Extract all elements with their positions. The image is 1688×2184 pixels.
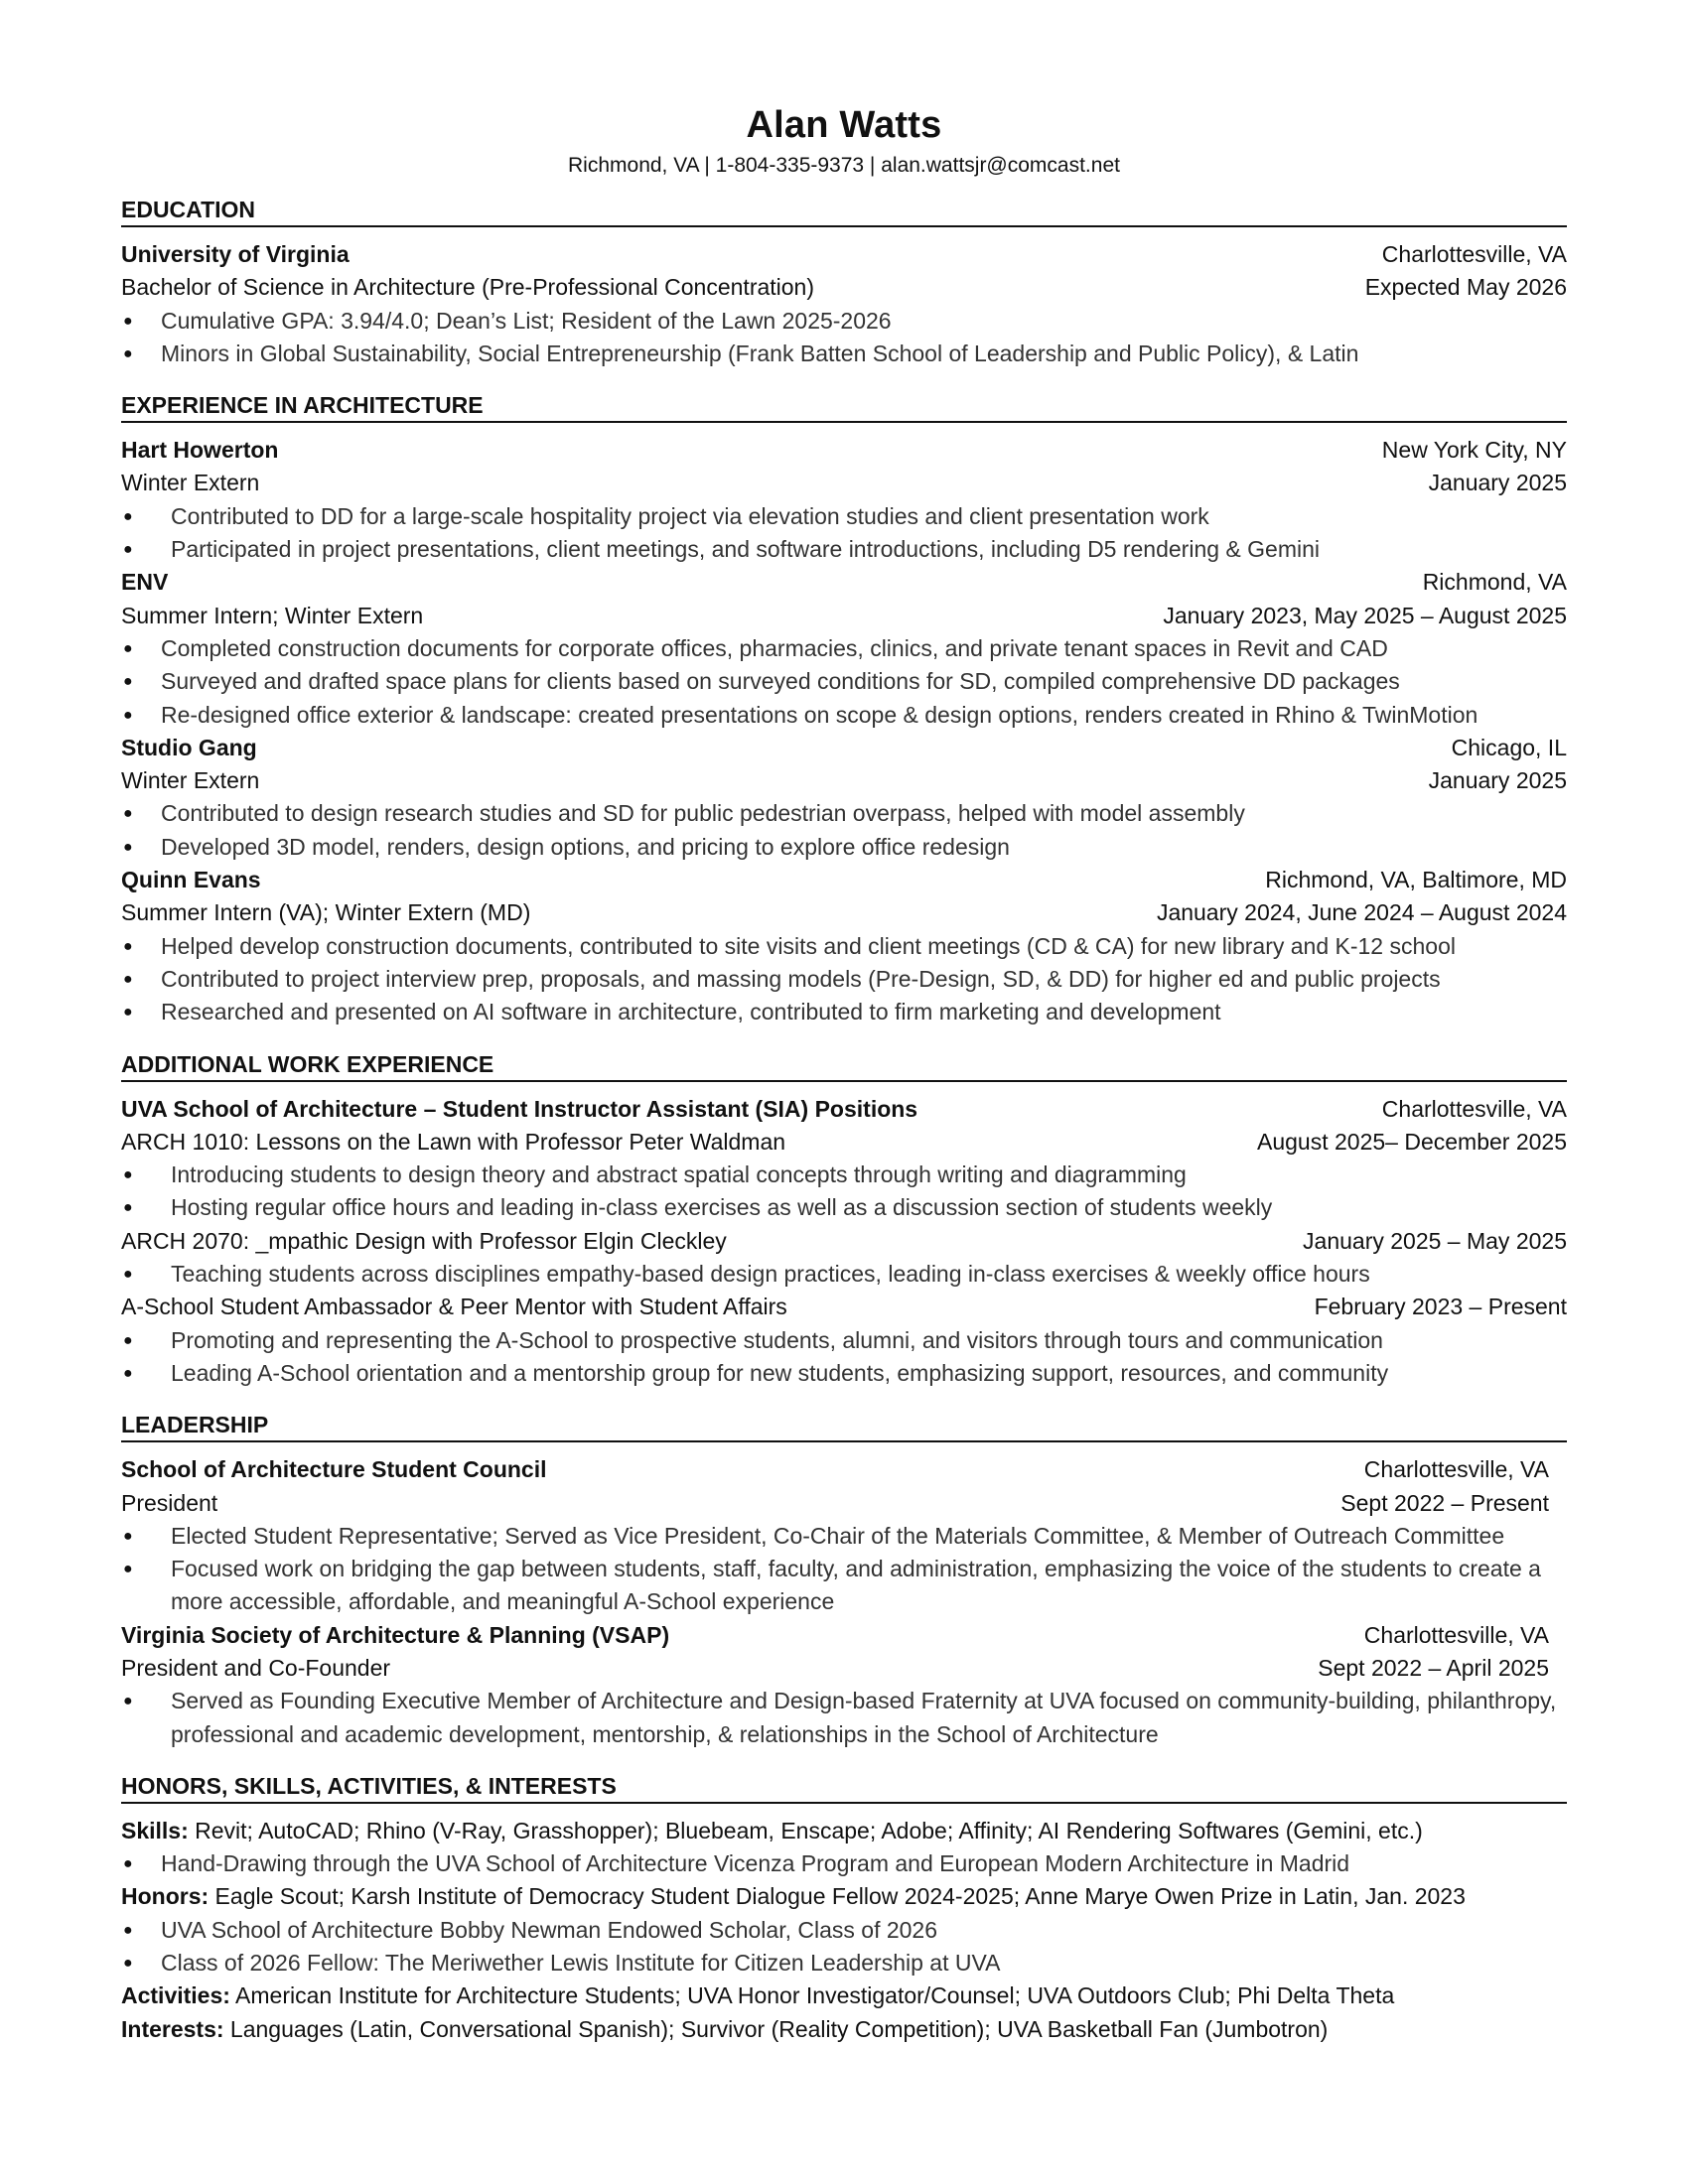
- entry-subheader: [121, 1126, 1567, 1159]
- entry-bullets: [121, 1520, 1567, 1619]
- list-item: ● Developed 3D model, renders, design options, and pricing to explore office redesign: [121, 831, 1567, 864]
- leadership-entry: [121, 1453, 1567, 1520]
- date-range: Sept 2022 – Present: [1340, 1489, 1549, 1516]
- experience-entry: [121, 434, 1567, 566]
- entry-header: [121, 1093, 1567, 1126]
- list-item: ● Promoting and representing the A-School to prospective students, alumni, and visitors through tours and communication: [121, 1324, 1567, 1357]
- entry-header: [121, 434, 1567, 467]
- resume-content: [121, 99, 1567, 2046]
- list-item: ● Leading A-School orientation and a mentorship group for new students, emphasizing support, resources, and community: [121, 1357, 1567, 1390]
- skills-bullets: [121, 1847, 1567, 1880]
- list-item: ● Elected Student Representative; Served as Vice President, Co-Chair of the Materials Committee, & Member of Outreach Committee: [121, 1520, 1567, 1553]
- school-location: Charlottesville, VA: [1381, 241, 1567, 267]
- organization-name: School of Architecture Student Council: [121, 1456, 547, 1483]
- skills-line: [121, 1815, 1567, 1847]
- entry-subheader: [121, 467, 1567, 499]
- entry-bullets: [121, 797, 1567, 864]
- activities-line: [121, 1979, 1567, 2012]
- role: ARCH 1010: Lessons on the Lawn with Professor Peter Waldman: [121, 1128, 786, 1155]
- entry-header: [121, 864, 1567, 896]
- date-range: January 2025 – May 2025: [1303, 1227, 1567, 1254]
- list-item: ● Contributed to DD for a large-scale hospitality project via elevation studies and client presentation work: [121, 500, 1567, 533]
- entry-subheader: [121, 600, 1567, 632]
- degree: Bachelor of Science in Architecture (Pre-Professional Concentration): [121, 274, 815, 301]
- date-range: January 2023, May 2025 – August 2025: [1163, 602, 1567, 628]
- entry-header: [121, 1619, 1567, 1652]
- entry-header: [121, 566, 1567, 599]
- school-name: University of Virginia: [121, 241, 350, 267]
- honors-bullets: [121, 1914, 1567, 1980]
- list-item: ● Hand-Drawing through the UVA School of Architecture Vicenza Program and European Modern Architecture in Madrid: [121, 1847, 1567, 1880]
- date-range: Sept 2022 – April 2025: [1318, 1654, 1549, 1681]
- list-item: ● Served as Founding Executive Member of Architecture and Design-based Fraternity at UVA focused on community-building, philanthropy, professional and academic development, mentorship, & relationships in the School of Architecture: [121, 1685, 1567, 1751]
- employer-name: Hart Howerton: [121, 437, 279, 464]
- list-item: ● Completed construction documents for corporate offices, pharmacies, clinics, and private tenant spaces in Revit and CAD: [121, 632, 1567, 665]
- date-range: January 2025: [1428, 470, 1567, 496]
- degree-date: Expected May 2026: [1364, 274, 1567, 301]
- education-bullets: [121, 305, 1567, 371]
- list-item: ● Focused work on bridging the gap between students, staff, faculty, and administration, emphasizing the voice of the students to create a more accessible, affordable, and meaningful A-School experience: [121, 1553, 1567, 1619]
- entry-bullets: [121, 1159, 1567, 1225]
- additional-work-section: [121, 1049, 1567, 1391]
- interests-text: Languages (Latin, Conversational Spanish); Survivor (Reality Competition); UVA Basketball Fan (Jumbotron): [223, 2015, 1329, 2042]
- honors-label: Honors:: [121, 1883, 210, 1910]
- role: President and Co-Founder: [121, 1654, 391, 1681]
- interests-label: Interests:: [121, 2015, 224, 2042]
- date-range: January 2025: [1428, 767, 1567, 794]
- employer-location: Chicago, IL: [1451, 734, 1567, 760]
- list-item: ● Introducing students to design theory and abstract spatial concepts through writing and diagramming: [121, 1159, 1567, 1191]
- experience-entry: [121, 732, 1567, 864]
- employer-location: Richmond, VA, Baltimore, MD: [1265, 867, 1567, 893]
- list-item: ● Teaching students across disciplines empathy-based design practices, leading in-class exercises & weekly office hours: [121, 1258, 1567, 1291]
- role: Winter Extern: [121, 470, 260, 496]
- honors-section: [121, 1771, 1567, 2046]
- list-item: ● Contributed to project interview prep, proposals, and massing models (Pre-Design, SD, & DD) for higher ed and public projects: [121, 963, 1567, 996]
- education-section: [121, 195, 1567, 370]
- role: A-School Student Ambassador & Peer Mentor with Student Affairs: [121, 1294, 787, 1320]
- skills-label: Skills:: [121, 1817, 189, 1843]
- entry-subheader: [121, 271, 1567, 304]
- contact-line: Richmond, VA | 1-804-335-9373 | alan.wattsjr@comcast.net: [568, 154, 1120, 177]
- list-item: ● Cumulative GPA: 3.94/4.0; Dean’s List; Resident of the Lawn 2025-2026: [121, 305, 1567, 338]
- experience-entry: [121, 566, 1567, 731]
- list-item: ● Researched and presented on AI software in architecture, contributed to firm marketing and development: [121, 996, 1567, 1028]
- list-item: ● UVA School of Architecture Bobby Newman Endowed Scholar, Class of 2026: [121, 1914, 1567, 1947]
- leadership-entry: [121, 1619, 1567, 1686]
- honors-line: [121, 1880, 1567, 1913]
- employer-name: UVA School of Architecture – Student Instructor Assistant (SIA) Positions: [121, 1095, 918, 1122]
- entry-subheader: [121, 764, 1567, 797]
- date-range: August 2025– December 2025: [1257, 1128, 1567, 1155]
- organization-name: Virginia Society of Architecture & Planning (VSAP): [121, 1621, 670, 1648]
- employer-location: Charlottesville, VA: [1381, 1095, 1567, 1122]
- honors-text: Eagle Scout; Karsh Institute of Democracy Student Dialogue Fellow 2024-2025; Anne Marye Owen Prize in Latin, Jan. 2023: [209, 1883, 1466, 1910]
- entry-bullets: [121, 632, 1567, 732]
- entry-subheader: [121, 1291, 1567, 1323]
- list-item: ● Hosting regular office hours and leading in-class exercises as well as a discussion section of students weekly: [121, 1191, 1567, 1224]
- candidate-name: Alan Watts: [746, 104, 942, 146]
- role: Winter Extern: [121, 767, 260, 794]
- section-title: HONORS, SKILLS, ACTIVITIES, & INTERESTS: [121, 1771, 1567, 1804]
- organization-location: Charlottesville, VA: [1363, 1621, 1549, 1648]
- entry-bullets: [121, 930, 1567, 1029]
- employer-name: ENV: [121, 569, 169, 596]
- employer-name: Studio Gang: [121, 734, 257, 760]
- date-range: February 2023 – Present: [1314, 1294, 1567, 1320]
- entry-header: [121, 732, 1567, 764]
- section-title: EXPERIENCE IN ARCHITECTURE: [121, 390, 1567, 423]
- entry-subheader: [121, 1225, 1567, 1258]
- experience-entry: [121, 864, 1567, 1028]
- employer-location: Richmond, VA: [1422, 569, 1567, 596]
- role: ARCH 2070: _mpathic Design with Professor Elgin Cleckley: [121, 1227, 727, 1254]
- role: Summer Intern; Winter Extern: [121, 602, 424, 628]
- role: Summer Intern (VA); Winter Extern (MD): [121, 899, 531, 926]
- list-item: ● Contributed to design research studies and SD for public pedestrian overpass, helped with model assembly: [121, 797, 1567, 830]
- employer-location: New York City, NY: [1381, 437, 1567, 464]
- organization-location: Charlottesville, VA: [1363, 1456, 1549, 1483]
- list-item: ● Participated in project presentations, client meetings, and software introductions, including D5 rendering & Gemini: [121, 533, 1567, 566]
- section-title: LEADERSHIP: [121, 1410, 1567, 1442]
- entry-bullets: [121, 1685, 1567, 1751]
- entry-bullets: [121, 500, 1567, 567]
- section-title: ADDITIONAL WORK EXPERIENCE: [121, 1049, 1567, 1082]
- skills-text: Revit; AutoCAD; Rhino (V-Ray, Grasshopper); Bluebeam, Enscape; Adobe; Affinity; AI Rendering Softwares (Gemini, etc.): [188, 1817, 1423, 1843]
- entry-subheader: [121, 1652, 1567, 1685]
- entry-header: [121, 238, 1567, 271]
- activities-text: American Institute for Architecture Students; UVA Honor Investigator/Counsel; UVA Outdoors Club; Phi Delta Theta: [229, 1982, 1395, 2009]
- activities-label: Activities:: [121, 1982, 230, 2009]
- list-item: ● Surveyed and drafted space plans for clients based on surveyed conditions for SD, compiled comprehensive DD packages: [121, 665, 1567, 698]
- entry-subheader: [121, 1487, 1567, 1520]
- list-item: ● Minors in Global Sustainability, Social Entrepreneurship (Frank Batten School of Leadership and Public Policy), & Latin: [121, 338, 1567, 370]
- section-title: EDUCATION: [121, 195, 1567, 227]
- list-item: ● Re-designed office exterior & landscape: created presentations on scope & design options, renders created in Rhino & TwinMotion: [121, 699, 1567, 732]
- date-range: January 2024, June 2024 – August 2024: [1156, 899, 1567, 926]
- leadership-section: [121, 1410, 1567, 1751]
- entry-bullets: [121, 1258, 1567, 1291]
- list-item: ● Helped develop construction documents, contributed to site visits and client meetings (CD & CA) for new library and K-12 school: [121, 930, 1567, 963]
- entry-subheader: [121, 896, 1567, 929]
- entry-header: [121, 1453, 1567, 1486]
- role: President: [121, 1489, 218, 1516]
- employer-name: Quinn Evans: [121, 867, 261, 893]
- list-item: ● Class of 2026 Fellow: The Meriwether Lewis Institute for Citizen Leadership at UVA: [121, 1947, 1567, 1979]
- architecture-section: [121, 390, 1567, 1028]
- interests-line: [121, 2013, 1567, 2046]
- entry-bullets: [121, 1324, 1567, 1391]
